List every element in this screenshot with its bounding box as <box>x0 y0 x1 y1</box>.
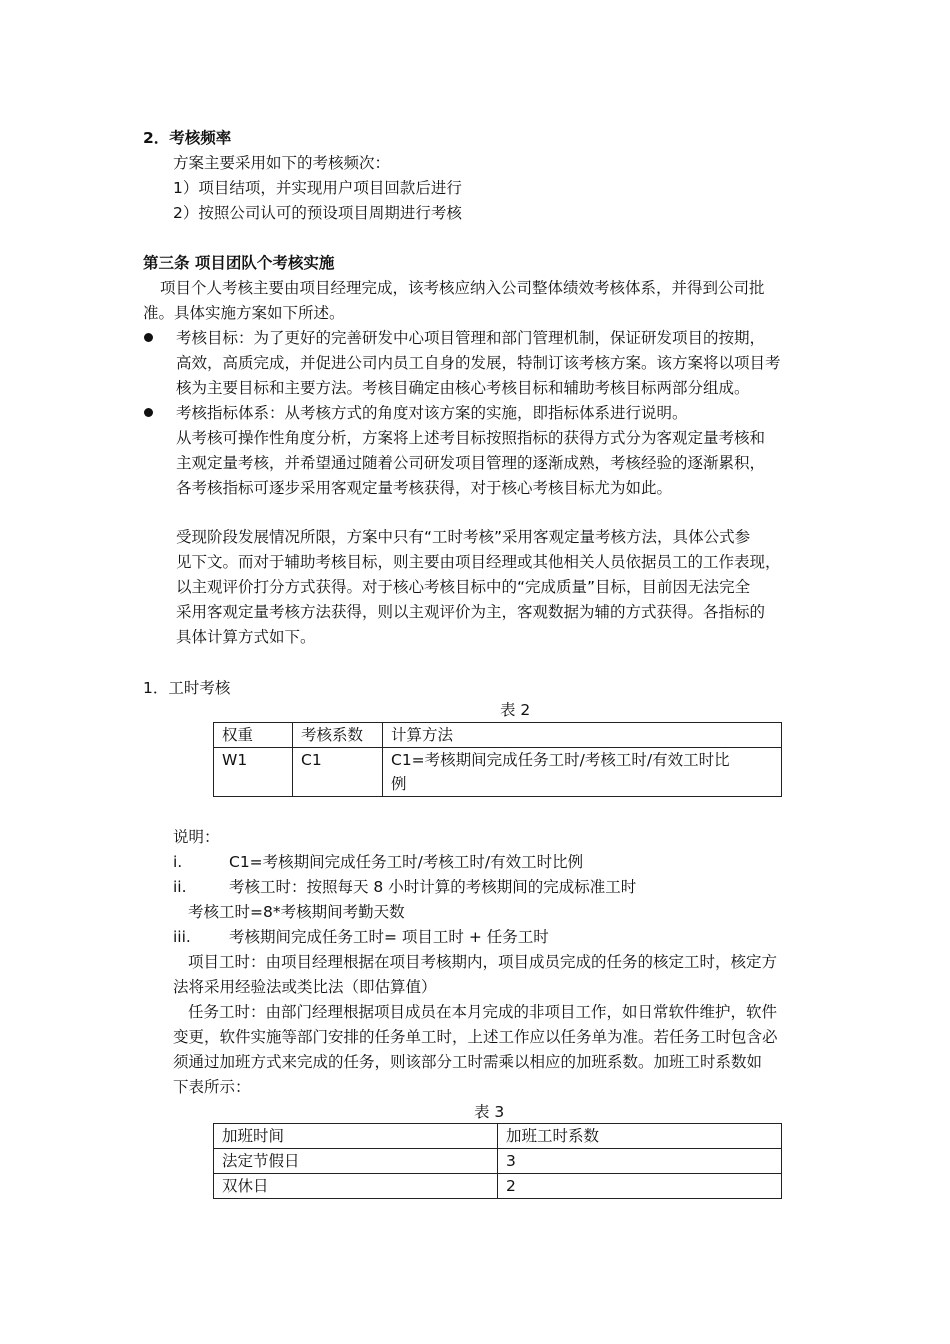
article-intro-line: 准。具体实施方案如下所述。 <box>143 304 345 322</box>
note-formula: 考核工时=8*考核期间考勤天数 <box>188 903 405 921</box>
table-cell <box>383 748 782 797</box>
notes-label: 说明： <box>173 828 220 846</box>
bullet-index-line: 考核指标体系：从考核方式的角度对该方案的实施，即指标体系进行说明。 <box>176 404 688 422</box>
bullet-index-line: 主观定量考核，并希望通过随着公司研发项目管理的逐渐成熟，考核经验的逐渐累积， <box>176 454 766 472</box>
table-cell: W1 <box>214 748 293 797</box>
project-hours-line: 项目工时：由项目经理根据在项目考核期内，项目成员完成的任务的核定工时，核定方 <box>188 953 778 971</box>
table3-caption: 表 3 <box>474 1103 505 1121</box>
table-header-cell: 权重 <box>214 723 293 748</box>
task-hours-line: 任务工时：由部门经理根据项目成员在本月完成的非项目工作，如日常软件维护，软件 <box>188 1003 778 1021</box>
paragraph-line: 见下文。而对于辅助考核目标，则主要由项目经理或其他相关人员依据员工的工作表现， <box>176 553 781 571</box>
table2-caption: 表 2 <box>500 701 531 719</box>
table-header-cell: 加班工时系数 <box>498 1124 782 1149</box>
table-row <box>214 1149 782 1174</box>
formula-line: C1=考核期间完成任务工时/考核工时/有效工时比 <box>391 751 730 769</box>
table-cell: 法定节假日 <box>214 1149 498 1174</box>
note-text: C1=考核期间完成任务工时/考核工时/有效工时比例 <box>229 853 584 871</box>
frequency-intro: 方案主要采用如下的考核频次： <box>173 154 391 172</box>
bullet-icon <box>144 333 153 342</box>
formula-line: 例 <box>391 775 407 793</box>
bullet-goal-line: 考核目标：为了更好的完善研发中心项目管理和部门管理机制，保证研发项目的按期， <box>176 329 766 347</box>
paragraph-line: 受现阶段发展情况所限，方案中只有“工时考核”采用客观定量考核方法，具体公式参 <box>176 528 751 546</box>
paragraph-line: 以主观评价打分方式获得。对于核心考核目标中的“完成质量”目标，目前因无法完全 <box>176 578 751 596</box>
note-number: ii. <box>173 878 187 896</box>
table-header-cell: 计算方法 <box>383 723 782 748</box>
table2 <box>213 722 782 797</box>
task-hours-line: 变更，软件实施等部门安排的任务单工时，上述工作应以任务单为准。若任务工时包含必 <box>173 1028 778 1046</box>
bullet-icon <box>144 408 153 417</box>
article-heading: 第三条 项目团队个考核实施 <box>143 254 335 272</box>
table-row <box>214 1124 782 1149</box>
table-cell: 3 <box>498 1149 782 1174</box>
bullet-index-line: 从考核可操作性角度分析，方案将上述考目标按照指标的获得方式分为客观定量考核和 <box>176 429 766 447</box>
table-cell: C1 <box>293 748 383 797</box>
task-hours-line: 下表所示： <box>173 1078 251 1096</box>
bullet-goal-line: 高效，高质完成，并促进公司内员工自身的发展，特制订该考核方案。该方案将以项目考 <box>176 354 781 372</box>
table3 <box>213 1123 782 1199</box>
worktime-heading: 1．工时考核 <box>143 679 231 697</box>
bullet-goal-line: 核为主要目标和主要方法。考核目确定由核心考核目标和辅助考核目标两部分组成。 <box>176 379 750 397</box>
note-number: i. <box>173 853 183 871</box>
table-cell: 2 <box>498 1174 782 1199</box>
project-hours-line: 法将采用经验法或类比法（即估算值） <box>173 978 437 996</box>
frequency-item-2: 2）按照公司认可的预设项目周期进行考核 <box>173 204 462 222</box>
table-header-cell: 考核系数 <box>293 723 383 748</box>
paragraph-line: 采用客观定量考核方法获得，则以主观评价为主，客观数据为辅的方式获得。各指标的 <box>176 603 766 621</box>
article-intro-line: 项目个人考核主要由项目经理完成，该考核应纳入公司整体绩效考核体系，并得到公司批 <box>160 279 765 297</box>
task-hours-line: 须通过加班方式来完成的任务，则该部分工时需乘以相应的加班系数。加班工时系数如 <box>173 1053 763 1071</box>
frequency-item-1: 1）项目结项，并实现用户项目回款后进行 <box>173 179 462 197</box>
note-text: 考核工时：按照每天 8 小时计算的考核期间的完成标准工时 <box>229 878 637 896</box>
table-cell: 双休日 <box>214 1174 498 1199</box>
table-row <box>214 723 782 748</box>
note-number: iii. <box>173 928 191 946</box>
paragraph-line: 具体计算方式如下。 <box>176 628 316 646</box>
table-row <box>214 1174 782 1199</box>
table-row <box>214 748 782 797</box>
section-heading-frequency: 2．考核频率 <box>143 129 232 147</box>
bullet-index-line: 各考核指标可逐步采用客观定量考核获得，对于核心考核目标尤为如此。 <box>176 479 673 497</box>
note-text: 考核期间完成任务工时= 项目工时 + 任务工时 <box>229 928 549 946</box>
table-header-cell: 加班时间 <box>214 1124 498 1149</box>
